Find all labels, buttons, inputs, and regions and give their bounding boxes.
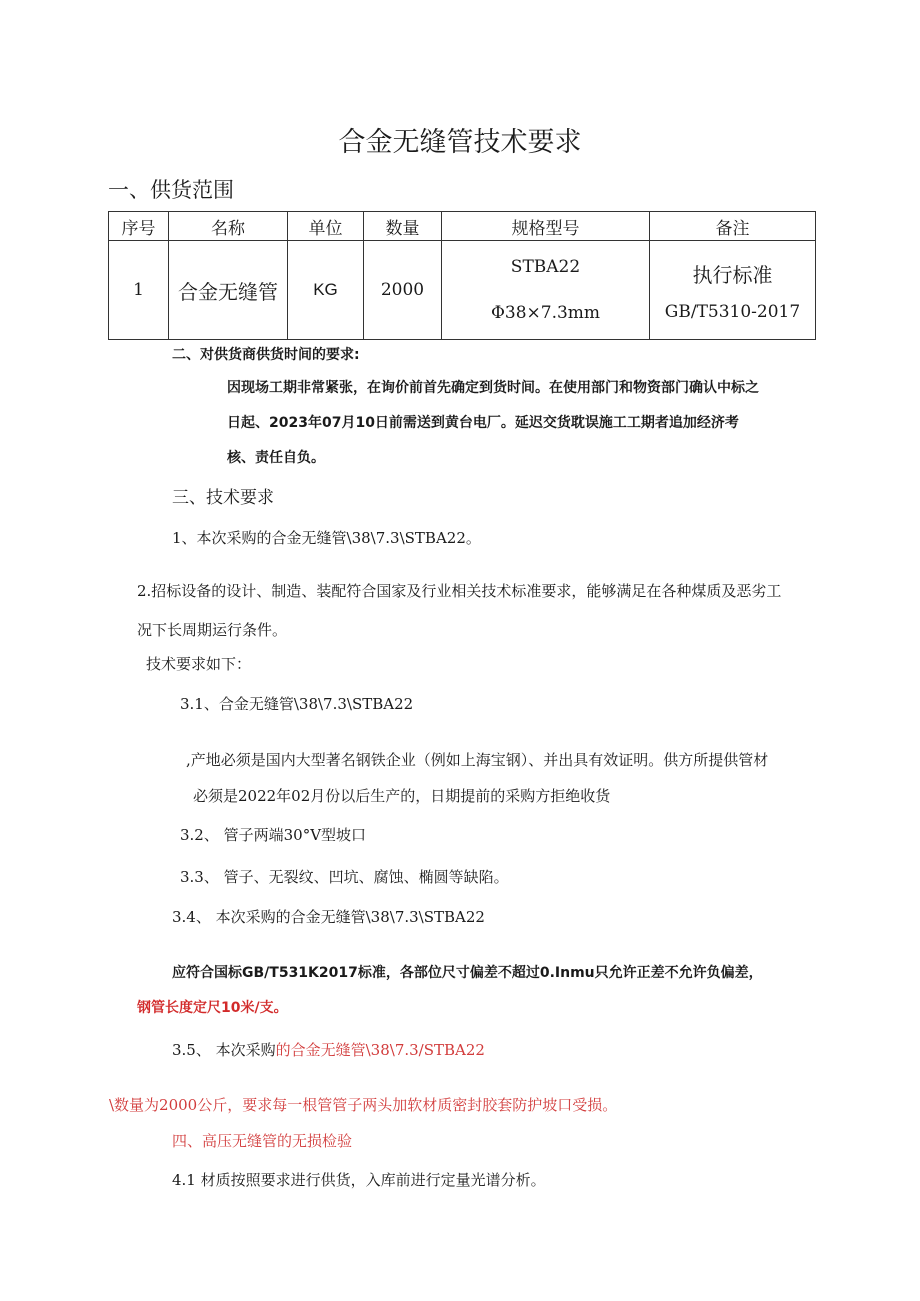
table-header-row <box>109 212 816 241</box>
cell-name: 合金无缝管 <box>169 241 288 340</box>
section-heading-supply-scope: 一、供货范围 <box>108 178 234 202</box>
tech-item-3-4: 3.4、 本次采购的合金无缝管\38\7.3\STBA22 <box>172 908 485 926</box>
section-heading-tech-requirements: 三、技术要求 <box>172 488 274 508</box>
cell-qty: 2000 <box>364 241 442 340</box>
tech-item-3-5-rest: 的合金无缝管\38\7.3/STBA22 <box>275 1041 485 1059</box>
header-qty: 数量 <box>364 212 442 241</box>
page-title: 合金无缝管技术要求 <box>338 127 582 158</box>
header-name: 名称 <box>169 212 288 241</box>
section-heading-nondestructive-test: 四、高压无缝管的无损检验 <box>172 1132 353 1150</box>
tech-item-1: 1、本次采购的合金无缝管\38\7.3\STBA22。 <box>172 529 481 547</box>
cell-note <box>650 241 816 340</box>
header-unit: 单位 <box>288 212 364 241</box>
delivery-text-line-2: 日起、2023年07月10日前需送到黄台电厂。延迟交货耽误施工工期者追加经济考 <box>227 415 739 431</box>
cell-note-standard: GB/T5310-2017 <box>664 301 801 322</box>
tech-item-3-5 <box>172 1039 485 1060</box>
tech-item-3-4-length-note: 钢管长度定尺10米/支。 <box>137 1000 288 1016</box>
tech-item-3-5-prefix: 3.5、 本次采购 <box>172 1041 276 1059</box>
header-spec: 规格型号 <box>442 212 650 241</box>
tech-intro: 技术要求如下： <box>146 655 252 673</box>
cell-unit: KG <box>288 241 364 340</box>
tech-item-3-1-detail-line-1: ,产地必须是国内大型著名钢铁企业（例如上海宝钢）、并出具有效证明。供方所提供管材 <box>186 751 769 769</box>
table-row <box>109 241 816 340</box>
tech-item-3-1: 3.1、合金无缝管\38\7.3\STBA22 <box>180 695 414 713</box>
tech-item-3-5-detail: \数量为2000公斤，要求每一根管管子两头加软材质密封胶套防护坡口受损。 <box>109 1096 618 1114</box>
header-note: 备注 <box>650 212 816 241</box>
tech-item-2-line-1: 2.招标设备的设计、制造、装配符合国家及行业相关技术标准要求，能够满足在各种煤质及恶劣工 <box>137 582 782 600</box>
header-no: 序号 <box>109 212 169 241</box>
inspection-item-4-1: 4.1 材质按照要求进行供货，入库前进行定量光谱分析。 <box>172 1171 546 1189</box>
tech-item-3-4-detail: 应符合国标GB/T531K2017标准，各部位尺寸偏差不超过0.Inmu只允许正差不允许负偏差， <box>172 965 763 981</box>
delivery-text-line-1: 因现场工期非常紧张，在询价前首先确定到货时间。在使用部门和物资部门确认中标之 <box>227 380 759 396</box>
tech-item-2-line-2: 况下长周期运行条件。 <box>137 621 288 639</box>
cell-no: 1 <box>109 241 169 340</box>
delivery-text-line-3: 核、责任自负。 <box>227 450 325 466</box>
cell-spec-model: STBA22 <box>510 257 581 277</box>
section-heading-delivery-time: 二、对供货商供货时间的要求: <box>172 347 360 363</box>
cell-spec-size: Φ38×7.3mm <box>490 303 601 323</box>
tech-item-3-1-detail-line-2: 必须是2022年02月份以后生产的，日期提前的采购方拒绝收货 <box>193 787 611 805</box>
tech-item-3-3: 3.3、 管子、无裂纹、凹坑、腐蚀、椭圆等缺陷。 <box>180 868 509 886</box>
tech-item-3-2: 3.2、 管子两端30°V型坡口 <box>180 826 367 844</box>
supply-table <box>108 211 816 340</box>
cell-spec <box>442 241 650 340</box>
cell-note-label: 执行标准 <box>692 262 773 287</box>
